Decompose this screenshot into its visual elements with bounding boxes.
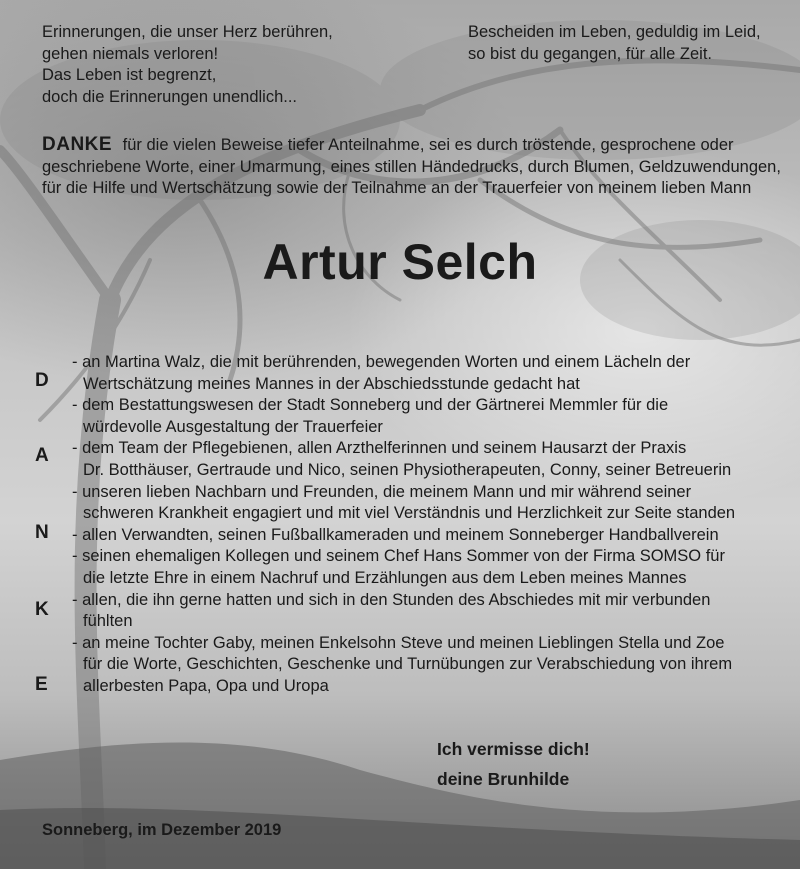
thanks-line: Dr. Botthäuser, Gertraude und Nico, seinen Physiotherapeuten, Conny, seiner Betreuerin [83, 460, 732, 479]
vertical-letter: D [35, 370, 49, 391]
quote-left-line: doch die Erinnerungen unendlich... [42, 87, 298, 106]
thanks-item [72, 546, 792, 589]
vertical-letter: N [35, 522, 49, 543]
closing-line: Ich vermisse dich! [437, 739, 590, 759]
thanks-line: - an meine Tochter Gaby, meinen Enkelsohn Steve und meinen Lieblingen Stella und Zoe [72, 633, 725, 652]
thanks-line: allerbesten Papa, Opa und Uropa [83, 676, 329, 695]
thanks-line: - allen, die ihn gerne hatten und sich in den Stunden des Abschiedes mit mir verbunden [72, 590, 711, 609]
thanks-line: Wertschätzung meines Mannes in der Abschiedsstunde gedacht hat [83, 374, 580, 393]
danke-heading: DANKE [42, 134, 113, 155]
thanks-item [72, 482, 792, 525]
thanks-item [72, 590, 792, 633]
thanks-line: - unseren lieben Nachbarn und Freunden, die meinem Mann und mir während seiner [72, 482, 692, 501]
thanks-line: würdevolle Ausgestaltung der Trauerfeier [83, 417, 383, 436]
quote-left-line: Das Leben ist begrenzt, [42, 66, 217, 85]
deceased-name: Artur Selch [262, 234, 538, 290]
thanks-item [72, 633, 792, 698]
vertical-letter: K [35, 599, 49, 620]
thanks-line: - an Martina Walz, die mit berührenden, bewegenden Worten und einem Lächeln der [72, 353, 691, 371]
quote-right-line: so bist du gegangen, für alle Zeit. [468, 44, 712, 63]
quote-left-line: Erinnerungen, die unser Herz berühren, [42, 23, 333, 41]
thanks-line: - allen Verwandten, seinen Fußballkameraden und meinem Sonneberger Handballverein [72, 525, 719, 544]
closing-signature [437, 734, 590, 794]
thanks-line: die letzte Ehre in einem Nachruf und Erzählungen aus dem Leben meines Mannes [83, 568, 687, 587]
thanks-item [72, 525, 792, 547]
thanks-item [72, 395, 792, 438]
quote-left-line: gehen niemals verloren! [42, 44, 219, 63]
thanks-line: fühlten [83, 612, 133, 631]
thanks-list [72, 352, 792, 698]
thanks-line: für die Worte, Geschichten, Geschenke und Turnübungen zur Verabschiedung von ihrem [83, 655, 733, 674]
danke-text: für die vielen Beweise tiefer Anteilnahme, sei es durch tröstende, gesprochene oder geschriebene Worte, einer Umarmung, eines stillen Händedrucks, durch Blumen, Geldzuwendungen, für die Hilfe und Wertschätzung sowie der Teilnahme an der Trauerfeier von meinem lieben Mann [42, 136, 781, 198]
thanks-item [72, 352, 792, 395]
thanks-line: schweren Krankheit engagiert und mit viel Verständnis und Herzlichkeit zur Seite standen [83, 504, 736, 523]
quote-left [42, 22, 422, 108]
place-and-date: Sonneberg, im Dezember 2019 [42, 821, 282, 839]
thanks-item [72, 438, 792, 481]
vertical-letter: A [35, 445, 49, 466]
quote-right-line: Bescheiden im Leben, geduldig im Leid, [468, 23, 761, 41]
thanks-line: - seinen ehemaligen Kollegen und seinem Chef Hans Sommer von der Firma SOMSO für [72, 547, 725, 566]
thanks-line: - dem Bestattungswesen der Stadt Sonneberg und der Gärtnerei Memmler für die [72, 396, 669, 415]
signature: deine Brunhilde [437, 769, 570, 789]
vertical-letter: E [35, 674, 48, 695]
quote-right [468, 22, 788, 65]
danke-intro [42, 134, 782, 200]
thanks-line: - dem Team der Pflegebienen, allen Arzthelferinnen und seinem Hausarzt der Praxis [72, 439, 687, 458]
